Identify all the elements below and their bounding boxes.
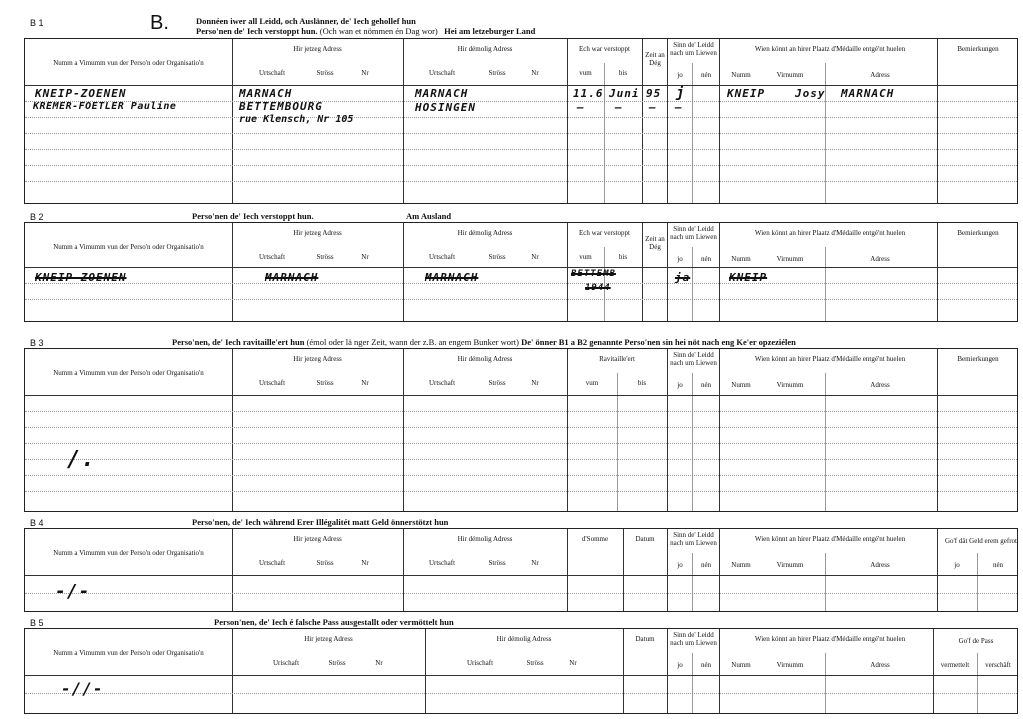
header-virnumm: Virnumm: [776, 255, 804, 263]
header-urtschaft: Urtschaft: [428, 559, 456, 567]
section-title-note: (émol oder lä nger Zeit, wann der z.B. an engem Bunker wort): [306, 337, 520, 347]
section-title: Perso'nen, de' Iech während Erer Illégalitét matt Geld önnerstötzt hun: [192, 517, 449, 527]
header-jo: jo: [954, 561, 960, 569]
header-adress: Adress: [870, 71, 890, 79]
header-current-address: Hir jetzeg Adress: [293, 355, 342, 363]
header-numm: Numm: [731, 381, 751, 389]
section-title: Perso'nen de' Iech verstoppt hun.: [192, 211, 314, 221]
header-hidden: Ech war verstoppt: [579, 45, 630, 53]
header-virnumm: Virnumm: [776, 381, 804, 389]
header-verschaft: verschäft: [985, 661, 1011, 669]
header-jo: jo: [677, 255, 683, 263]
hw-dash: –: [675, 101, 683, 114]
header-nen: nén: [700, 71, 712, 79]
header-stross: Ströss: [526, 659, 544, 667]
header-stross: Ströss: [316, 69, 334, 77]
header-adress: Adress: [870, 661, 890, 669]
title-line-2-place: Hei am letzeburger Land: [444, 26, 536, 36]
hw-cur-1: MARNACH: [239, 87, 293, 100]
header-meaning: Sinn de' Leidd nach um Liewen: [670, 351, 717, 367]
header-urtschaft: Urtschaft: [258, 379, 286, 387]
hw-cur-3: rue Klensch, Nr 105: [239, 114, 354, 125]
hw-name-2: KREMER-FOETLER Pauline: [33, 101, 177, 112]
header-meaning: Sinn de' Leidd nach um Liewen: [670, 225, 717, 241]
header-former-address: Hir démolig Adress: [457, 355, 513, 363]
header-nr: Nr: [531, 253, 539, 261]
header-nr: Nr: [531, 559, 539, 567]
header-numm: Numm: [731, 255, 751, 263]
hw-former-1: MARNACH: [415, 87, 469, 100]
header-pass: Go'f de Pass: [958, 637, 994, 645]
header-numm: Numm: [731, 71, 751, 79]
hw-med-adress: MARNACH: [841, 87, 895, 100]
header-urtschaft: Urtschaft: [428, 69, 456, 77]
header-medal: Wien könnt an hirer Plaatz d'Médaille entgé'nt huelen: [754, 535, 906, 543]
header-adress: Adress: [870, 561, 890, 569]
hw-name-1: KNEIP-ZOENEN: [35, 87, 127, 100]
header-ravitailleert: Ravitaille'ert: [599, 355, 635, 363]
header-nr: Nr: [569, 659, 577, 667]
header-meaning: Sinn de' Leidd nach um Liewen: [670, 631, 717, 647]
header-name: Numm a Vimumm vun der Perso'n oder Organisatio'n: [53, 59, 204, 67]
hw-days: 95: [646, 87, 662, 100]
header-jo: jo: [677, 661, 683, 669]
hw-hidden-struck-2: 1944: [585, 283, 611, 293]
header-nr: Nr: [361, 379, 369, 387]
title-line-2-note: (Och wan et nömmen én Dag wor): [319, 26, 438, 36]
header-nen: nén: [700, 255, 712, 263]
header-nen: nén: [992, 561, 1004, 569]
header-former-address: Hir démolig Adress: [457, 45, 513, 53]
header-virnumm: Virnumm: [776, 71, 804, 79]
header-meaning: Sinn de' Leidd nach um Liewen: [670, 41, 717, 57]
table-b1: [24, 38, 1018, 204]
hw-dash: –: [577, 101, 585, 114]
header-nen: nén: [700, 381, 712, 389]
header-time: Zeit an Dég: [645, 51, 665, 67]
header-remarks: Bemierkungen: [957, 45, 999, 53]
hw-none-mark: -//-: [61, 679, 104, 698]
header-name: Numm a Vimumm vun der Perso'n oder Organisatio'n: [53, 649, 204, 657]
hw-cur-2: BETTEMBOURG: [239, 100, 323, 113]
header-datum: Datum: [635, 535, 655, 543]
hw-name-struck: KNEIP-ZOENEN: [35, 271, 127, 284]
hw-med-virnumm: Josy: [795, 87, 826, 100]
hw-bis: Juni: [609, 87, 640, 100]
section-title-place: Am Ausland: [406, 211, 452, 221]
header-urtschaft: Urtschaft: [258, 559, 286, 567]
section-code: B 3: [30, 338, 44, 348]
header-nen: nén: [700, 561, 712, 569]
hw-dash: –: [649, 101, 657, 114]
hw-vum: 11.6: [573, 87, 604, 100]
table-b5: [24, 628, 1018, 714]
table-b4: [24, 528, 1018, 612]
header-current-address: Hir jetzeg Adress: [293, 45, 342, 53]
header-vum: vum: [585, 379, 599, 387]
header-money-returned: Go'f dät Geld erem gefrot: [944, 537, 1017, 545]
header-nr: Nr: [361, 69, 369, 77]
header-numm: Numm: [731, 661, 751, 669]
header-nr: Nr: [531, 69, 539, 77]
header-current-address: Hir jetzeg Adress: [293, 229, 342, 237]
section-b1: [24, 14, 1018, 204]
header-datum: Datum: [635, 635, 655, 643]
section-letter: B.: [150, 12, 169, 34]
header-remarks: Bemierkungen: [957, 229, 999, 237]
header-current-address: Hir jetzeg Adress: [304, 635, 353, 643]
header-bis: bis: [618, 69, 628, 77]
header-stross: Ströss: [488, 559, 506, 567]
header-hidden: Ech war verstoppt: [579, 229, 630, 237]
header-stross: Ströss: [316, 253, 334, 261]
header-vum: vum: [579, 69, 592, 77]
hw-hidden-struck-1: BETTEMB: [571, 269, 616, 279]
hw-med-struck: KNEIP: [729, 271, 768, 284]
header-meaning: Sinn de' Leidd nach um Liewen: [670, 531, 717, 547]
hw-none-mark: -/-: [55, 581, 91, 602]
header-virnumm: Virnumm: [776, 561, 804, 569]
header-urtschaft: Urischaft: [466, 659, 494, 667]
header-numm: Numm: [731, 561, 751, 569]
header-former-address: Hir démolig Adress: [457, 535, 513, 543]
section-code: B 5: [30, 618, 44, 628]
header-medal: Wien könnt an hirer Plaatz d'Médaille entgé'nt huelen: [754, 355, 906, 363]
hw-med-numm: KNEIP: [727, 87, 766, 100]
header-nr: Nr: [375, 659, 383, 667]
header-name: Numm a Vimumm vun der Perso'n oder Organisatio'n: [53, 369, 204, 377]
table-b2: [24, 222, 1018, 322]
header-time: Zeit an Dég: [645, 235, 665, 251]
header-stross: Ströss: [328, 659, 346, 667]
section-b3: [24, 334, 1018, 512]
header-bis: bis: [637, 379, 647, 387]
header-urtschaft: Urtschaft: [258, 253, 286, 261]
header-current-address: Hir jetzeg Adress: [293, 535, 342, 543]
header-vum: vum: [579, 253, 592, 261]
header-stross: Ströss: [488, 69, 506, 77]
header-bis: bis: [618, 253, 628, 261]
hw-former-2: HOSINGEN: [415, 101, 476, 114]
header-adress: Adress: [870, 255, 890, 263]
header-medal: Wien könnt an hirer Plaatz d'Médaille entgé'nt huelen: [754, 635, 906, 643]
title-line-2: [196, 26, 535, 36]
header-stross: Ströss: [488, 253, 506, 261]
hw-dash: –: [615, 101, 623, 114]
title-line-1: Donnéen iwer all Leidd, och Auslänner, de' Iech gehollef hun: [196, 16, 416, 26]
header-nr: Nr: [361, 253, 369, 261]
section-b1-title: [24, 12, 1018, 36]
header-jo: jo: [677, 71, 683, 79]
header-urtschaft: Urischaft: [272, 659, 300, 667]
table-b3: [24, 348, 1018, 512]
section-b5: [24, 614, 1018, 714]
header-nr: Nr: [361, 559, 369, 567]
header-vermettelt: vermettelt: [940, 661, 970, 669]
header-former-address: Hir démolig Adress: [457, 229, 513, 237]
header-remarks: Bemierkungen: [957, 355, 999, 363]
section-title: Person'nen, de' Iech é falsche Pass ausgestallt oder vermöttelt hun: [214, 617, 454, 627]
header-virnumm: Virnumm: [776, 661, 804, 669]
header-stross: Ströss: [316, 379, 334, 387]
hw-jo-struck: ja: [675, 271, 691, 284]
section-code: B 4: [30, 518, 44, 528]
section-b4: [24, 514, 1018, 612]
header-former-address: Hir démolig Adress: [496, 635, 552, 643]
header-adress: Adress: [870, 381, 890, 389]
header-somme: d'Somme: [581, 535, 609, 543]
title-line-2-main: Perso'nen de' Iech verstoppt hun.: [196, 26, 318, 36]
hw-none-mark: /.: [67, 447, 96, 472]
header-nr: Nr: [531, 379, 539, 387]
hw-cur-struck: MARNACH: [265, 271, 319, 284]
header-nen: nén: [700, 661, 712, 669]
header-medal: Wien könnt an hirer Plaatz d'Médaille entgé'nt huelen: [754, 45, 906, 53]
hw-jo: j: [676, 85, 686, 101]
header-urtschaft: Urtschaft: [258, 69, 286, 77]
section-title-note-2: De' önner B1 a B2 genannte Perso'nen sin hei nöt nach eng Ke'er opzeziélen: [521, 337, 796, 347]
header-stross: Ströss: [488, 379, 506, 387]
header-urtschaft: Urtschaft: [428, 253, 456, 261]
header-name: Numm a Vimumm vun der Perso'n oder Organisatio'n: [53, 549, 204, 557]
hw-former-struck: MARNACH: [425, 271, 479, 284]
header-name: Numm a Vimumm vun der Perso'n oder Organisatio'n: [53, 243, 204, 251]
section-b2: [24, 208, 1018, 322]
header-medal: Wien könnt an hirer Plaatz d'Médaille entgé'nt huelen: [754, 229, 906, 237]
section-title: Perso'nen, de' Iech ravitaille'ert hun: [172, 337, 305, 347]
section-title-wrap: [172, 337, 796, 347]
header-stross: Ströss: [316, 559, 334, 567]
header-jo: jo: [677, 561, 683, 569]
header-urtschaft: Urtschaft: [428, 379, 456, 387]
section-code: B 1: [30, 18, 44, 28]
section-code: B 2: [30, 212, 44, 222]
header-jo: jo: [677, 381, 683, 389]
